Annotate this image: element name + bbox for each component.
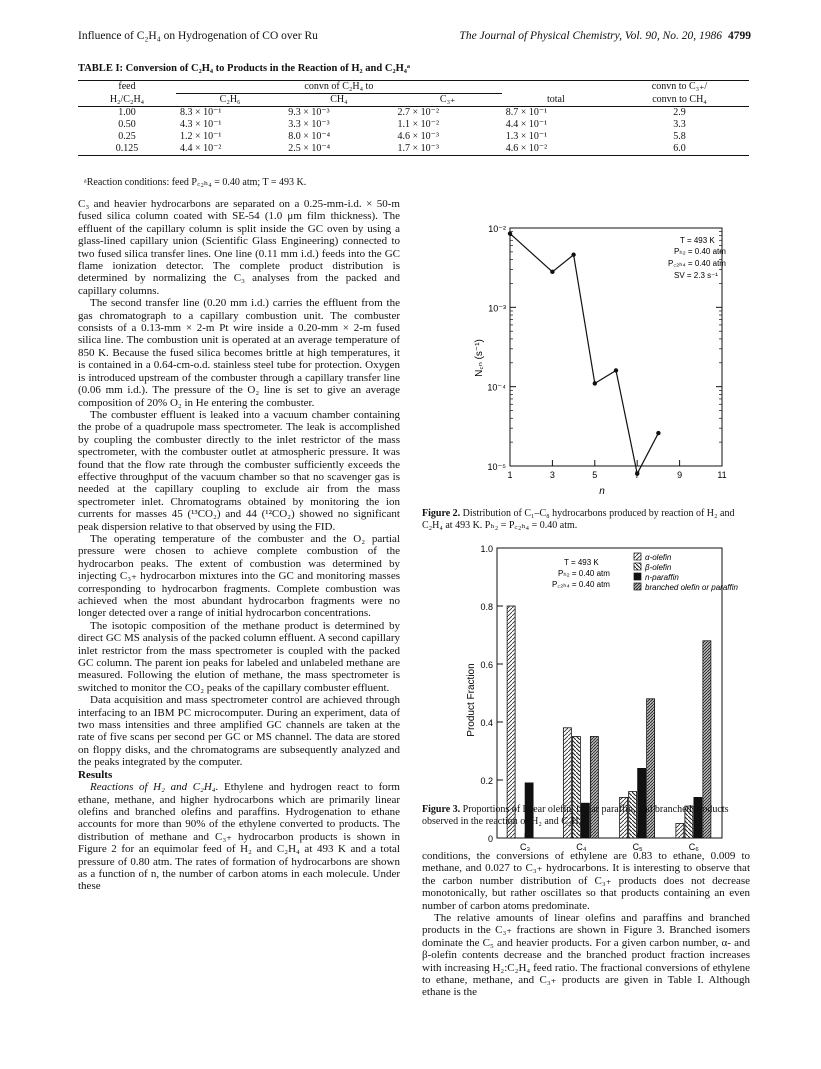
table-row	[78, 143, 749, 156]
table-cell: 8.0 × 10⁻⁴	[288, 131, 331, 142]
th-group: convn of C₂H₄ to	[176, 81, 502, 94]
y-tick-label: 0.4	[480, 718, 493, 728]
table-cell: 4.6 × 10⁻²	[502, 143, 610, 156]
y-tick-label: 0.2	[480, 776, 493, 786]
category-label: C₅	[632, 842, 643, 852]
data-point	[635, 471, 639, 475]
data-point	[508, 231, 512, 235]
y-tick-label: 1.0	[480, 544, 493, 554]
y-tick-label: 10⁻²	[488, 224, 506, 234]
th-ch4: CH₄	[284, 94, 393, 107]
th-ratio1: convn to C₃₊/	[610, 81, 749, 94]
table-caption: TABLE I: Conversion of C₂H₄ to Products in the Reaction of H₂ and C₂H₄ᵃ	[78, 63, 410, 74]
category-label: C₃	[520, 842, 531, 852]
table-cell: 2.9	[673, 107, 686, 118]
x-tick-label: 11	[717, 470, 727, 480]
th-c3: C₃₊	[394, 94, 502, 107]
paragraph: The isotopic composition of the methane product is determined by direct GC MS analysis of the packed column effluent. A second capillary inlet restrictor from the mass spectrometer is coupled with the packed GC column. The parent ion peaks for labeled and unlabeled methane are measured. Following the elution of methane, the mass spectrometer is switched to monitor the CO₂ peaks of the capillary combuster effluent.	[78, 619, 400, 694]
ylabel: Product Fraction	[466, 663, 477, 737]
paragraph: Data acquisition and mass spectrometer control are achieved through interfacing to an IBM PC microcomputer. During an experiment, data of two mass intensities and three amplified GC channels are taken at the rate of five scans per second per GC or MS channel. The data are stored on floppy disks, and the chromatograms are subsequently analyzed and the peaks integrated by the computer.	[78, 694, 400, 769]
caption-text: Proportions of linear olefin, linear paraffin, and branched products observed in the reaction of H₂ and C₂H₄.	[422, 804, 729, 827]
subheading: Reactions of H₂ and C₂H₄.	[90, 781, 219, 794]
condition-label: Pₕ₂ = 0.40 atm	[558, 569, 610, 578]
th-ratio2: convn to CH₄	[610, 94, 749, 107]
legend-swatch	[634, 573, 641, 580]
condition-label: P꜀₂ₕ₄ = 0.40 atm	[552, 580, 610, 589]
legend-label: β-olefin	[645, 563, 672, 572]
condition-label: Pₕ₂ = 0.40 atm	[674, 247, 726, 256]
legend-swatch	[634, 583, 641, 590]
table-row	[78, 119, 749, 131]
paragraph: The operating temperature of the combuster and the O₂ partial pressure were chosen to achieve complete combustion of the hydrocarbon peaks. The extent of combustion was determined by injecting C₃₊ hydrocarbon mixtures into the GC and monitoring masses corresponding to hydrocarbon fragments. Complete combustion was achieved when the most abundant hydrocarbon fragments were no longer detected over a range of initial hydrocarbon concentrations.	[78, 532, 400, 620]
table-cell: 3.3	[673, 119, 686, 130]
table-cell: 1.00	[118, 107, 136, 118]
table-cell: 4.6 × 10⁻³	[397, 131, 439, 142]
x-tick-label: 9	[677, 470, 683, 480]
series-line	[510, 234, 658, 474]
y-tick-label: 10⁻⁵	[487, 462, 506, 472]
legend-swatch	[634, 563, 641, 570]
legend-swatch	[634, 553, 641, 560]
xlabel: n	[599, 486, 605, 497]
running-head-journal	[459, 30, 751, 42]
table-cell: 9.3 × 10⁻³	[288, 107, 330, 118]
caption-label: Figure 3.	[422, 804, 461, 815]
table-cell: 3.3 × 10⁻³	[288, 119, 330, 130]
paragraph: The second transfer line (0.20 mm i.d.) carries the effluent from the gas chromatograph to a capillary combustion unit. The combuster consists of a 0.13-mm × 2-m Pt wire inside a 0.20-mm × 2-m fused silica line. The combustion unit is operated at an average temperature of 850 K. Because the fused silica becomes brittle at high temperatures, it is contained in a 0.64-cm-o.d. stainless steel tube for protection. Oxygen is introduced upstream of the combuster through a capillary transfer line (0.06 mm i.d.). The pressure of the O₂ line is set to give an average composition of 20% O₂ in He entering the combuster.	[78, 297, 400, 409]
table-cell: 2.7 × 10⁻²	[397, 107, 439, 118]
table-cell: 8.3 × 10⁻¹	[180, 107, 222, 118]
data-point	[656, 431, 660, 435]
paragraph: The combuster effluent is leaked into a vacuum chamber containing the probe of a quadrupole mass spectrometer. The leak is accomplished by coupling the combuster directly to the inlet restrictor of the mass spectrometer, with the combuster outlet at atmospheric pressure. It was found that the flow rate through the combuster sufficiently exceeds the effective throughput of the vacuum chamber so that no scavenger gas is needed at the capillary coupling to exclude air from the mass spectrometer inlet. Chromatograms obtained by monitoring the ion currents for masses 45 (¹³CO₂) and 44 (¹²CO₂) showed no significant peak dispersion relative to that observed by using the FID.	[78, 408, 400, 533]
running-head-title: Influence of C₂H₄ on Hydrogenation of CO over Ru	[78, 30, 318, 42]
table-cell: 4.4 × 10⁻¹	[505, 119, 548, 130]
th-c2h6: C₂H₆	[176, 94, 284, 107]
table-cell: 0.50	[118, 119, 136, 130]
table-cell: 5.8	[673, 131, 686, 142]
journal-citation: The Journal of Physical Chemistry, Vol. 90, No. 20, 1986	[459, 30, 722, 42]
table-cell: 8.7 × 10⁻¹	[505, 107, 548, 118]
figure-2-chart	[452, 218, 752, 498]
table-cell: 1.1 × 10⁻²	[397, 119, 439, 130]
caption-label: Figure 2.	[422, 508, 461, 519]
condition-label: T = 493 K	[680, 236, 715, 245]
x-tick-label: 3	[549, 470, 555, 480]
table-cell: 1.3 × 10⁻¹	[505, 131, 548, 142]
paragraph-text: Ethylene and hydrogen react to form ethane, methane, and higher hydrocarbons which are primarily linear olefins and branched olefins and paraffins. Hydrogenation to ethane accounts for more than 90% of the ethylene converted to products. The distribution of methane and C₃₊ hydrocarbon products is shown in Figure 2 for an equimolar feed of H₂ and C₂H₄ at 493 K and a total pressure of 0.80 atm. The rates of formation of hydrocarbons are shown as a function of n, the number of carbon atoms in each molecule. Under these	[78, 781, 400, 893]
data-point	[614, 368, 618, 372]
legend-label: branched olefin or paraffin	[645, 583, 738, 592]
data-point	[550, 270, 554, 274]
category-label: C₆	[688, 842, 699, 852]
legend-label: α-olefin	[645, 553, 672, 562]
x-tick-label: 1	[507, 470, 513, 480]
x-tick-label: 5	[592, 470, 598, 480]
data-point	[593, 381, 597, 385]
paragraph: conditions, the conversions of ethylene are 0.83 to ethane, 0.009 to methane, and 0.027 to C₃₊ hydrocarbons. It is interesting to observe that the carbon number distribution of C₃₊ products does not decrease monotonically, but rather oscillates so that products containing an even number of carbon atoms predominate.	[422, 850, 750, 912]
paragraph: C₃ and heavier hydrocarbons are separated on a 0.25-mm-i.d. × 50-m fused silica column coated with SE-54 (1.0 μm film thickness). The effluent of the capillary column is split inside the GC oven by using a glass-lined capillary union (Scientific Glass Engineering) connected to two fused silica transfer lines. One line (0.11 mm i.d.) feeds into the GC flame ionization detector. The complete product distribution is determined by normalizing the C₃ analyses from the packed and capillary columns.	[78, 198, 400, 297]
conversion-table	[78, 80, 749, 156]
figure-3-caption-visible	[422, 804, 748, 827]
caption-text: Distribution of C₁–C₈ hydrocarbons produced by reaction of H₂ and C₂H₄ at 493 K. Pₕ₂ = P꜀₂ₕ₄ = 0.40 atm.	[422, 508, 735, 531]
table-cell: 1.2 × 10⁻¹	[180, 131, 222, 142]
legend-label: n-paraffin	[645, 573, 679, 582]
y-tick-label: 0	[487, 834, 493, 844]
left-column	[78, 198, 400, 893]
category-label: C₄	[576, 842, 587, 852]
th-feed: feed	[78, 81, 176, 94]
condition-label: SV = 2.3 s⁻¹	[674, 271, 719, 280]
right-column	[422, 850, 750, 999]
paragraph: The relative amounts of linear olefins and paraffins and branched products in the C₃₊ fractions are shown in Figure 3. Branched isomers dominate the C₅ and heavier products. For a given carbon number, α- and β-olefin contents decrease and the branched product fraction increases with increasing H₂:C₂H₄ feed ratio. The fractional conversions of ethylene to ethane, methane, and C₃₊ products are given in Table I. Although ethane is the	[422, 912, 750, 999]
data-point	[571, 253, 575, 257]
table-cell: 0.25	[118, 131, 136, 142]
condition-label: P꜀₂ₕ₄ = 0.40 atm	[668, 259, 726, 268]
ylabel: N꜀ₙ (s⁻¹)	[474, 339, 485, 377]
condition-label: T = 493 K	[564, 558, 599, 567]
table-cell: 6.0	[610, 143, 749, 156]
y-tick-label: 10⁻⁴	[487, 382, 506, 393]
table-cell: 2.5 × 10⁻⁴	[284, 143, 393, 156]
th-feed2: H₂/C₂H₄	[78, 94, 176, 107]
paragraph	[78, 781, 400, 893]
th-total: total	[502, 94, 610, 107]
table-cell: 4.4 × 10⁻²	[176, 143, 284, 156]
table-footnote: ᵃReaction conditions: feed P꜀₂ₕ₄ = 0.40 atm; T = 493 K.	[84, 177, 307, 188]
figure-2-caption	[422, 508, 748, 531]
y-tick-label: 0.6	[480, 660, 493, 670]
table-cell: 4.3 × 10⁻¹	[180, 119, 222, 130]
table-cell: 1.7 × 10⁻³	[394, 143, 502, 156]
y-tick-label: 0.8	[480, 602, 493, 612]
y-tick-label: 10⁻³	[488, 303, 506, 314]
section-heading: Results	[78, 768, 113, 781]
table-row	[78, 107, 749, 120]
table-cell: 0.125	[78, 143, 176, 156]
page-number: 4799	[728, 30, 751, 42]
table-row	[78, 131, 749, 143]
